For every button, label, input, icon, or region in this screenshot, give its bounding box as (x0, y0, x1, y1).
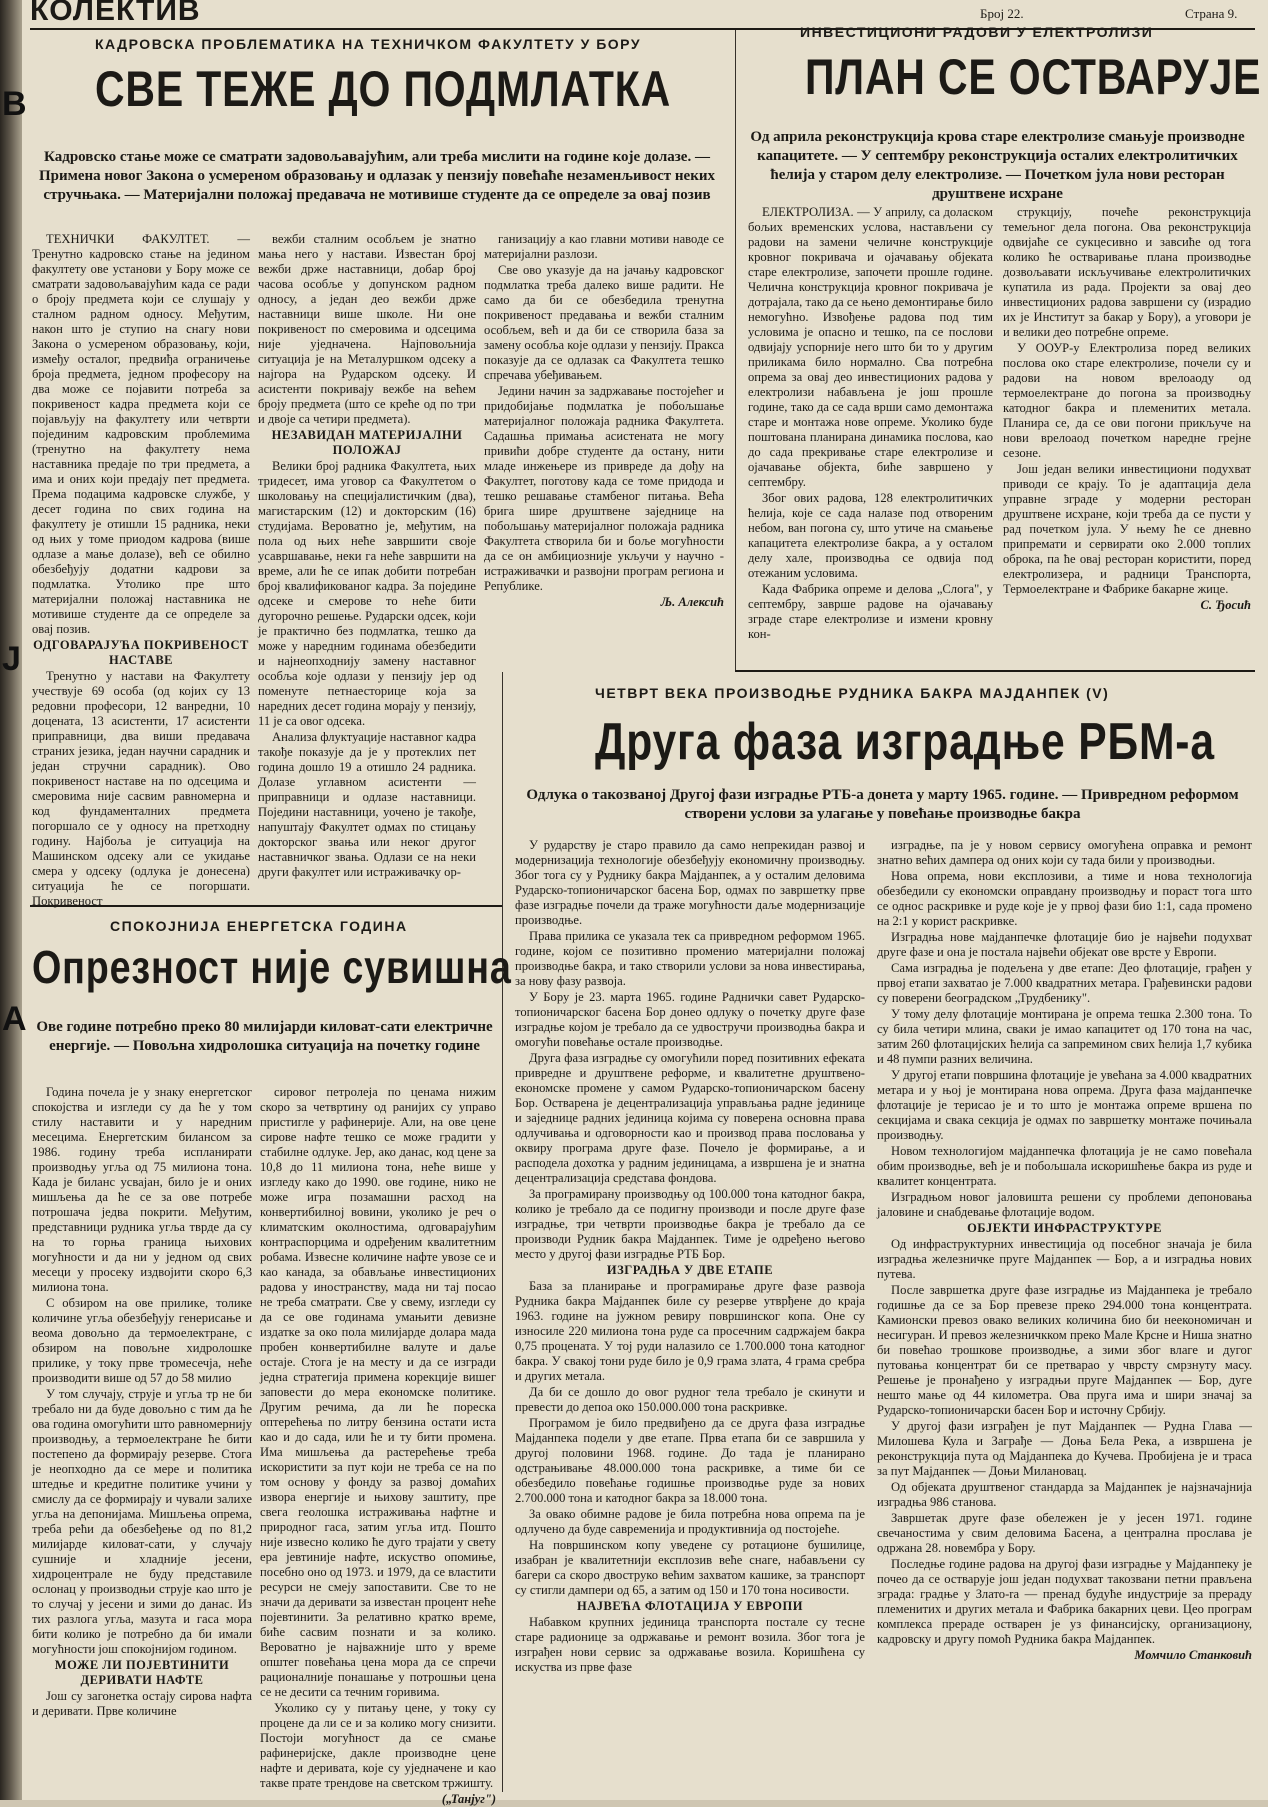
paragraph: Изградња нове мајданпечке флотације био је највећи подухват друге фазе и она је постала највећи објекат ове врсте у Европи. (877, 930, 1252, 959)
paragraph: изградње, па је у новом сервису омогућена оправка и ремонт знатно већих дампера од оних који су тада били у производњи. (877, 838, 1252, 867)
paragraph: Још су загонетка остају сирова нафта и деривати. Прве количине (32, 1689, 252, 1718)
article1-column-2 (258, 232, 476, 879)
article1-kicker: КАДРОВСКА ПРОБЛЕМАТИКА НА ТЕХНИЧКОМ ФАКУЛТЕТУ У БОРУ (95, 36, 642, 52)
article3-headline: Опрезност није сувишна (32, 941, 512, 993)
subheading: ИЗГРАДЊА У ДВЕ ЕТАПЕ (606, 1263, 774, 1277)
subheading: ОДГОВАРАЈУЋА ПОКРИВЕНОСТ НАСТАВЕ (33, 638, 249, 667)
paragraph: С обзиром на ове прилике, толике количине угља обезбеђују генерисање и веома довољно да термоелектране, с обзиром на повољне хидролошке прилике, у току прве тромесечја, неће производити више од 57 до 58 милио (32, 1296, 252, 1385)
article3-lead: Ове године потребно преко 80 милијарди киловат-сати електричне енергије. — Повољна хидролошка ситуација на почетку године (36, 1019, 493, 1054)
byline: Љ. Алексић (660, 595, 724, 609)
byline: Момчило Станковић (1134, 1648, 1252, 1662)
page-number: Страна 9. (1185, 6, 1238, 21)
paragraph: Због ових радова, 128 електролитичких ћелија, које се сада налазе под отвореним небом, ван погона су, што утиче на смањење капацитета електролизе бакра, а у осталом делу хале, производња се одвија под отежаним условима. (748, 491, 993, 580)
paragraph: Једини начин за задржавање постојећег и придобијање подмлатка је побољшање материјалног положаја радника Факултета. Садашња примања асистената не могу привићи добре студенте да остану, нити младе инжењере из привреде да дођу на Факултет, поготову када се томе придода и тешко решавање стамбеног питања. Већа брига шире друштвене заједнице на побољшању материјалног положаја радника Факултета створила би и боље могућности да се он амбициозније укључи у научно - истраживачки и развојни програм региона и Републике. (484, 384, 724, 593)
article1-column-3 (484, 232, 724, 672)
paragraph: Новом технологијом мајданпечка флотација је не само повећала обим производње, већ је и побољшала искоришћење бакра из руде и квалитет концентрата. (877, 1144, 1252, 1188)
column-divider (502, 672, 503, 1792)
paragraph: У Бору је 23. марта 1965. године Раднички савет Рударско-топионичарског басена Бор донео одлуку о почетку друге фазе изградње којом је требало да се удвостручи производња бакра и омогући повећање остале производње. (515, 990, 865, 1049)
paragraph: Све ово указује да на јачању кадровског подмлатка треба далеко више радити. Не само да би се обезбедила тренутна покривеност предавања и вежби сталним особљем, већ и да би се створила база за замену особља које одлази у пензију. Пракса показује да се одлазак са Факултета тешко спречава убеђивањем. (484, 263, 724, 382)
paragraph: вежби сталним особљем је знатно мања него у настави. Известан број вежби држе наставници, добар број часова особље у допунском радном односу, а један део вежби држе наставници више школе. Ни оне покривеност по смеровима и одсецима није уједначена. Најповољнија ситуација је на Металуршком одсеку а најгора на Рударском одсеку. И асистенти покривају вежбе на већем броју предмета (што се креће од по три и двоје са четири предмета). (258, 232, 476, 426)
article2-headline: ПЛАН СЕ ОСТВАРУЈЕ (805, 49, 1262, 105)
paragraph: Нова опрема, нови експлозиви, а тиме и нова технологија обезбедили су економски оправдану производњу и пораст тога што се однос раскривке и руде које је у првој фази био 1:1, сада промено на 2:1 у корист раскривке. (877, 869, 1252, 928)
section-rule (735, 670, 1255, 672)
paragraph: Последње године радова на другој фази изградње у Мајданпеку је почео да се остварује још један подухват такозвани петни прављена зграда: градње у Злато-ra — пренад будуће индустрије за прераду племенитих и других метала и Фабрика бакарних цеви. Цео програм комплекса прераде остварен је уз финансијску, организациону, кадровску и другу помоћ Рудника бакра Мајданпек. (877, 1557, 1252, 1646)
paragraph: Да би се дошло до овог рудног тела требало је скинути и превести до депоа око 150.000.000 тона раскривке. (515, 1385, 865, 1414)
paragraph: Још један велики инвестициони подухват приводи се крају. То је адаптација дела управне зграде у модерни ресторан друштвене исхране, који треба да се пусти у рад почетком јула. У њему ће се дневно припремати и сервирати око 2.000 топлих оброка, па ће овај ресторан користити, поред електролизера, и радници Транспорта, Термоелектране и Фабрике бакарне жице. (1003, 462, 1251, 596)
article2-kicker: ИНВЕСТИЦИОНИ РАДОВИ У ЕЛЕКТРОЛИЗИ (800, 24, 1154, 40)
page-binding (0, 0, 27, 1800)
article4-headline: Друга фаза изградње РБМ-а (595, 713, 1215, 771)
paragraph: За овако обимне радове је била потребна нова опрема па је одлучено да буде савременија и продуктивнија од постојеће. (515, 1507, 865, 1536)
subheading: НАЈВЕЋА ФЛОТАЦИЈА У ЕВРОПИ (577, 1599, 803, 1613)
paragraph: струкцију, почеће реконструкција темељног дела погона. Ова реконструкција одвијаће се сукцесивно и завсиће од тога колико ће остваривање плана производње дозвољавати искључивање електролитичких купатила из рада. Пројекти за овај део инвестиционих радова завршени су (израдио их је Институт за бакар у Бору), а уговори је и велики део потребне опреме. (1003, 205, 1251, 339)
paragraph: У ООУР-у Електролиза поред великих послова око старе електролизе, почели су и радови на новом врелоаоду од термоелектране до погона за производњу катодног бакра и племенитих метала. Планира се, да се ови погони прикључе на нови врелоаод почетком наредне грејне сезоне. (1003, 341, 1251, 460)
column-divider (735, 30, 736, 670)
article3-column-1 (32, 1085, 252, 1790)
paragraph: У другој етапи површина флотације је увећана за 4.000 квадратних метара и у њој је монтирана нова опрема. Друга фаза мајданпечке флотације је терисао је и то што је монтажа опреме вршена по секцијама и свака секција је одмах по завршетку монтаже почињала производњу. (877, 1068, 1252, 1142)
paragraph: Од објеката друштвеног стандарда за Мајданпек је најзначајнија изградња 986 станова. (877, 1480, 1252, 1509)
paragraph: ганизацију а као главни мотиви наводе се материјални разлози. (484, 232, 724, 261)
paragraph: У другој фази изграђен је пут Мајданпек — Рудна Глава — Милошева Кула и Загрaђе — Доња Бела Река, а извршена је реконструкција пута од Мајданпека до Кучева. Пробијена је и траса за пут Мајданпек — Доњи Милановац. (877, 1419, 1252, 1478)
subheading: МОЖЕ ЛИ ПОЈЕВТИНИТИ ДЕРИВАТИ НАФТЕ (54, 1658, 230, 1687)
paragraph: ЕЛЕКТРОЛИЗА. — У априлу, са доласком бољих временских услова, настављени су радови на замени челичне конструкције кровног покривача и ојачавању објеката старе електролизе, започети прошле године. Челична конструкција кровног покривача је дотрајала, тако да се њено демонтирање било немогућно. Извођење радова под тим условима је опасно и тешко, па се послови одвијају успорније него што би то у другим приликама било нормално. Сва потребна опрема за овај део инвестиционих радова у електролизи набављена је још прошле године, тако да се сада врши само демонтажа старе и монтажа нове опреме. Уколико буде поштована планирана динамика послова, као до сада прекривање старе електролизе и ојачавање објекта, биће завршено у септембру. (748, 205, 993, 489)
paragraph: Набавком крупних јединица транспорта постале су тесне старе радионице за одржавање и ремонт возила. Због тога је изграђен нови сервис за одржавање возила. Коришћена су искуства из прве фазе (515, 1615, 865, 1674)
paragraph: База за планирање и програмирање друге фазе развоја Рудника бакра Мајданпек биле су резерве утврђене до краја 1963. године на јужном ревиру површинског копа. Оне су износиле 220 милиона тона руде са просечним садржајем бакра 0,75 процената. У тој руди налазило се 1.700.000 тона катодног бакра. У свакој тони руде било је 0,9 грама злата, 4 грама сребра и других метала. (515, 1279, 865, 1383)
article3-kicker: СПОКОЈНИЈА ЕНЕРГЕТСКА ГОДИНА (110, 918, 408, 934)
paragraph: После завршетка друге фазе изградње из Мајданпека је требало годишње да се за Бор превезе преко 294.000 тона концентрата. Камионски превоз овако великих количина био би неекономичан и несигуран. И превоз железничкком преко Мале Крсне и Ниша знатно би повећао трошкове производње, а зими због влаге и дугог путовања концентрат би се претварао у чврсту смрзнуту масу. Решење је пронађено у изградњи пруге Мајданпек — Бор, дуге нешто мање од 44 километра. Ова пруга има и шири значај за Рударско-топионичарски басен Бор и источну Србију. (877, 1283, 1252, 1417)
paragraph: Права прилика се указала тек са привредном реформом 1965. године, којом се позитивно променио материјални положај производње бакра, и тако створили услови за нова инвестирања, за нову фазу развоја. (515, 929, 865, 988)
paragraph: Уколико су у питању цене, у току су процене да ли се и за колико могу снизити. Постоји могућност да се смање рафинеријске, дакле производне цене нафте и деривата, које су уједначене и као такве прате трендове на светском тржишту. (260, 1701, 496, 1790)
paragraph: У рударству је старо правило да само непрекидан развој и модернизација технологије обезбеђују економичну производњу. Због тога су у Руднику бакра Мајданпек, а у осталим деловима Рударско-топионичарског басена Бор, одмах по завршетку прве фазе изградње почели да траже могућности даље модернизације производње. (515, 838, 865, 927)
paragraph: Од инфраструктурних инвестиција од посебног значаја је била изградња железничке пруге Мајданпек — Бор, а и изградња нових путева. (877, 1237, 1252, 1281)
article3-column-2 (260, 1085, 496, 1806)
issue-number: Број 22. (980, 6, 1024, 21)
subheading: ОБЈЕКТИ ИНФРАСТРУКТУРЕ (967, 1221, 1162, 1235)
paragraph: сировог петролеја по ценама нижим скоро за четвртину од ранијих су управо пристигле у рафинерије. Али, на ове цене сирове нафте тешко се може градити у стабилне одлуке. Јер, ако данас, код цене за 10,8 до 11 милиона тона, неће више у изгледу како до 1990. ове године, нико не може игра позамашни расход на конвертибилној вовини, уколико је реч о климатским околностима, одговарајућим контраспорцима и одређеним квалитетним робама. Извесне количине нафте увозе се и као канада, за обављање инвестиционих радова у иностранству, мада ни тај посао не треба сматрати. Све у свему, изгледи су да се ове годинама умањити девизне издатке за око пола милијарде долара мада пробен конвертибилне валуте и даље остаје. Стога је на месту и да се изгради једна стратегија примена корекције вишег заповести до мера економске политике. Другим речима, да ли ће пореска оптерећења по литру бензина остати иста као и до сада, или ће и ту бити промена. Има мишљења да растерећење треба искористити за пут који не треба се на по том основу у фонду за развој домаћих извора енергије и њихову заштиту, пре свега геолошка истраживања нафтне и природног гаса, затим угља итд. Пошто није извесно колико ће дуго трајати у свету ера јевтиније нафте, искуство опомиње, посебно оно од 1973. и 1979, да се властити ресурси не смеју запоставити. Све то не значи да деривати за известан процент неће појевтинити. За релативно кратко време, биће сасвим познати и за колико. Вероватно је најважније што у време општег повећања цена мора да се спречи рационалније понашање у потрошњи цена се не десити са течним горивима. (260, 1085, 496, 1699)
masthead: КОЛЕКТИВ (30, 0, 201, 27)
byline: С. Ђосић (1200, 598, 1251, 612)
paragraph: ТЕХНИЧКИ ФАКУЛТЕТ. — Тренутно кадровско стање на једином факултету ове установи у Бору може се сматрати задовољавајућим када се ради о броју предмета који се слушају у сталном радном односу. Међутим, након што је ступио на снагу нови Закона о усмереном образовању, који, између осталог, предвиђа ограничење броја предмета, једном професору на два може се појавити потреба за покривеност кадра предмета који се појављују на факултету или четврти појединим кадровским проблемима (тренутно на факултету нема наставника предаје по три предмета, а има и оних који предају пет предмета. Према подацима кадровске службе, у десет година по свих година на факултету је отишли 15 радника, неки од њих у томе приодом кадрова (више одлазе а мање долазе), већ се обилно обезбеђују додатни кадрови за подмлатка. Утолико пре што материјални положај наставника не мотивише студенте да се определе за овај позив. (32, 232, 250, 636)
article2-lead: Од априла реконструкција крова старе електролизе смањује производне капацитете. — У септембру реконструкција осталих електролитичких ћелија у старом делу електролизе. — Почетком јула нови ресторан друштвене исхране (750, 129, 1245, 202)
article2-column-1 (748, 205, 993, 660)
binding-letter: Ј (2, 640, 21, 678)
paragraph: У тому делу флотације монтирана је опрема тешка 2.300 тона. То су била четири млина, сваки је имао капацитет од 170 тона на час, затим 260 флотацијских ћелија са запремином свих ћелија 1,7 кубика и 48 пумпи разних величина. (877, 1007, 1252, 1066)
article4-column-2 (877, 838, 1252, 1793)
binding-letter: А (2, 1000, 27, 1038)
paragraph: Када Фабрика опреме и делова „Слога", у септембру, заврше радове на ојачавању зграде старе електролизе и измени кровну кон- (748, 582, 993, 641)
paragraph: Завршетак друге фазе обележен је у јесен 1971. године свечаностима у свим деловима Басена, а централна прослава је одржана 28. новембра у Бору. (877, 1511, 1252, 1555)
paragraph: Велики број радника Факултета, њих тридесет, има уговор са Факултетом о школовању на специјалистичким (два), магистарским (12) и докторским (16) студијама. Вероватно је, међутим, на пола од њих неће завршити своје усавршавање, неки га неће завршити на време, али ће се ипак добити потребан број квалификованог кадра. За поједине одсеке и смерове то неће бити дугорочно решење. Рударски одсек, који је практично без подмлатка, тешко да може у наредним годинама обезбедити и најнеопходнију замену наставног особља које одлази у пензију јер од поменуте петнаесторице која за наредних десет година морају у пензију, 11 је са овог одсека. (258, 459, 476, 728)
paragraph: Сама изградња је подељена у две етапе: Део флотације, грађен у првој етапи захватао је 7.000 квадратних метара. Грађевински радови су поверени београдском „Трудбенику". (877, 961, 1252, 1005)
paragraph: Програмом је било предвиђено да се друга фаза изградње Мајданпека подели у две етапе. Прва етапа би се завршила у другој половини 1968. године. До тада је планирано одстрањивање 48.000.000 тона раскривке, а тиме би се обезбедило повећање годишње производње руде за нових 2.700.000 тона и катодног бакра за 18.000 тона. (515, 1416, 865, 1505)
subheading: НЕЗАВИДАН МАТЕРИЈАЛНИ ПОЛОЖАЈ (271, 428, 463, 457)
paragraph: На површинском копу уведене су ротационе бушилице, изабран је квалитетнији експлозив веће снаге, набављени су багери са скоро двоструко већим захватом кашике, за транспорт су стигли дампери од 65, а затим од 150 и 170 тона носивости. (515, 1538, 865, 1597)
article2-column-2 (1003, 205, 1251, 660)
paragraph: Друга фаза изградње су омогућили поред позитивних ефеката привредне и друштвене реформе, и квалитетне друштвено-економске промене у самом Рударско-топионичарском басену Бор. Остварена је децентрализација управљања радне јединице и заједнице радних јединица којима су поверена основна права одлучивања и одговорности као и производ права пословања у оквиру програма друге фазе. Почело је формирање, а и расподела дохотка у радним јединицама, а извршена је и знатна децентрализација средстава фондова. (515, 1051, 865, 1185)
paragraph: Анализа флуктуације наставног кадра такође показује да је у протеклих пет година дошло 19 а отишло 24 радника. Долазе углавном асистенти — приправници и одлазе наставници. Поједини наставници, уочено је такође, напуштају Факултет одмах по стицању докторског звања или неког другог наставничког звања. Одлази се на неки други факултет или истраживачку ор- (258, 730, 476, 879)
article1-lead: Кадровско стање може се сматрати задовољавајућим, али треба мислити на године које долазе. — Примена новог Закона о усмереном образовању и одлазак у пензију повећаће незаменљивост неких стручњака. — Материјални положај предавача не мотивише студенте да се определе за овај позив (38, 149, 716, 203)
paragraph: Тренутно у настави на Факултету учествује 69 особа (од којих су 13 редовни професори, 12 ванредни, 10 доцената, 13 асистенти, 17 асистенти приправници, два виши предавача страних језика, један научни сарадник и један стручни сарадник). Ово покривеност наставе на по одсецима и смеровима није сасвим равномерна и код фундаменталних предмета погоршало се у односу на претходну годину. Најбоља је ситуација на Машинском одсеку али се укидање смера у одсеку (одлука је донесена) ситуација ће се погоршати. Покривеност (32, 669, 250, 908)
paragraph: У том случају, струје и угља тр не би требало ни да буде довољно с тим да ће ова година омогућити што равномернију производњу, а термоелектране ће бити постепено да формирају резерве. Стога је неопходно да се мере и политика штедње и кредитне политике учини у смислу да се формирају и чували залихе угља на депонијама. Мишљења опрема, треба рећи да обезбеђење од по 81,2 милијарде киловат-сати, у случају сушније и хладније јесени, хидроцентрале не буду представиле ослонац у производњи струје као што је то случај у јесени и зими до данас. Из тих разлога угља, мазута и гаса мора бити колико је потребно да би имали могућности још спокојнијом годином. (32, 1387, 252, 1656)
paragraph: За програмирану производњу од 100.000 тона катодног бакра, колико је требало да се подигну производи и после друге фазе изградње, три четврти производње бакра је требало да се производи Рудник бакра Мајданпек. Тиме је одређено његово место у другој фази изградње РТБ Бор. (515, 1187, 865, 1261)
article1-column-1 (32, 232, 250, 908)
paragraph: Изградњом новог јаловишта решени су проблеми депоновања јаловине и снабдевање флотације водом. (877, 1190, 1252, 1219)
byline: („Танјуг") (441, 1792, 496, 1806)
article4-lead: Одлука о такозваној Другој фази изградње РТБ-а донета у марту 1965. године. — Привредном реформом створени услови за улагање у повећање производње бакра (526, 787, 1239, 822)
article4-kicker: ЧЕТВРТ ВЕКА ПРОИЗВОДЊЕ РУДНИКА БАКРА МАЈДАНПЕК (V) (595, 685, 1110, 701)
article1-headline: СВЕ ТЕЖЕ ДО ПОДМЛАТКА (95, 61, 672, 117)
paragraph: Година почела је у знаку енергетског спокојства и изгледи су да ће у том стилу наставити и у наредним месецима. Енергетским билансом за 1986. годину треба испланирати производњу угља од 75 милиона тона. Када је биланс усвајан, било је и оних мишљења да ће се за ове потребе потрошача једва покрити. Међутим, представници рудника угља тврде да су на то горња граница њихових могућности и да ни у једном од свих месеци у просеку издвојити скоро 6,3 милиона тона. (32, 1085, 252, 1294)
binding-letter: В (2, 85, 27, 123)
article4-column-1 (515, 838, 865, 1793)
